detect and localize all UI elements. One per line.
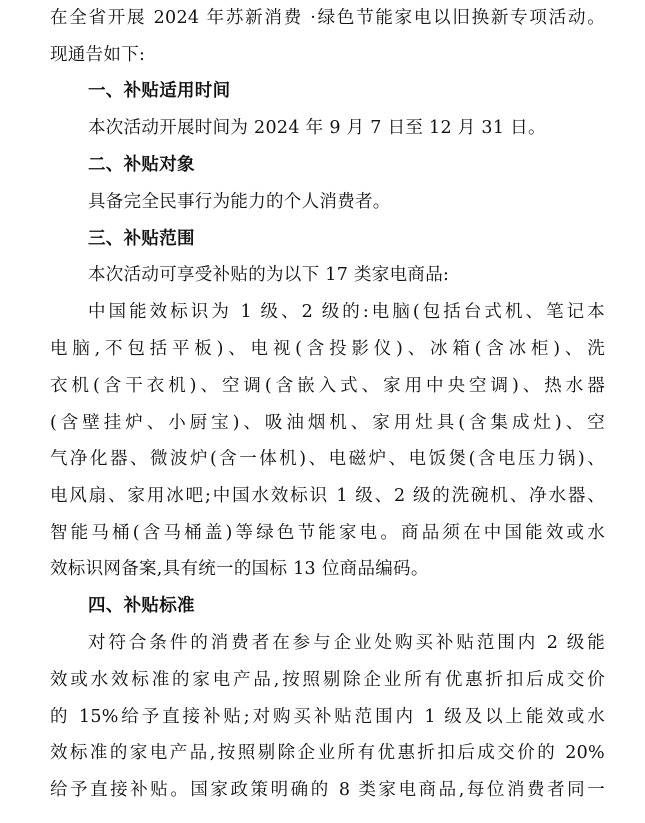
section-heading-time: 一、补贴适用时间 xyxy=(88,81,231,101)
paragraph-line: (含壁挂炉、小厨宝)、吸油烟机、家用灶具(含集成灶)、空 xyxy=(50,413,605,433)
paragraph-line: 对符合条件的消费者在参与企业处购买补贴范围内 2 级能 xyxy=(88,633,605,653)
section-heading-standard: 四、补贴标准 xyxy=(88,596,195,616)
section-heading-scope: 三、补贴范围 xyxy=(88,229,195,249)
paragraph-line: 具备完全民事行为能力的个人消费者。 xyxy=(88,192,391,212)
paragraph-line: 衣机(含干衣机)、空调(含嵌入式、家用中央空调)、热水器 xyxy=(50,376,605,396)
paragraph-line: 效或水效标准的家电产品,按照剔除企业所有优惠折扣后成交价 xyxy=(50,670,605,690)
paragraph-line: 智能马桶(含马桶盖)等绿色节能家电。商品须在中国能效或水 xyxy=(50,523,605,543)
paragraph-line: 中国能效标识为 1 级、2 级的:电脑(包括台式机、笔记本 xyxy=(88,302,605,322)
paragraph-line: 给予直接补贴。国家政策明确的 8 类家电商品,每位消费者同一 xyxy=(50,780,605,800)
section-heading-target: 二、补贴对象 xyxy=(88,155,195,175)
intro-line-2: 现通告如下: xyxy=(50,45,146,65)
paragraph-line: 本次活动开展时间为 2024 年 9 月 7 日至 12 月 31 日。 xyxy=(88,118,546,138)
paragraph-line: 的 15%给予直接补贴;对购买补贴范围内 1 级及以上能效或水 xyxy=(50,707,605,727)
paragraph-line: 气净化器、微波炉(含一体机)、电磁炉、电饭煲(含电压力锅)、 xyxy=(50,449,605,469)
paragraph-line: 本次活动可享受补贴的为以下 17 类家电商品: xyxy=(88,265,450,285)
paragraph-line: 电风扇、家用冰吧;中国水效标识 1 级、2 级的洗碗机、净水器、 xyxy=(50,486,605,506)
paragraph-line: 电脑,不包括平板)、电视(含投影仪)、冰箱(含冰柜)、洗 xyxy=(50,339,605,359)
paragraph-line: 效标准的家电产品,按照剔除企业所有优惠折扣后成交价的 20% xyxy=(50,743,605,763)
intro-line-1: 在全省开展 2024 年苏新消费 ·绿色节能家电以旧换新专项活动。 xyxy=(50,8,605,28)
paragraph-line: 效标识网备案,具有统一的国标 13 位商品编码。 xyxy=(50,559,429,579)
